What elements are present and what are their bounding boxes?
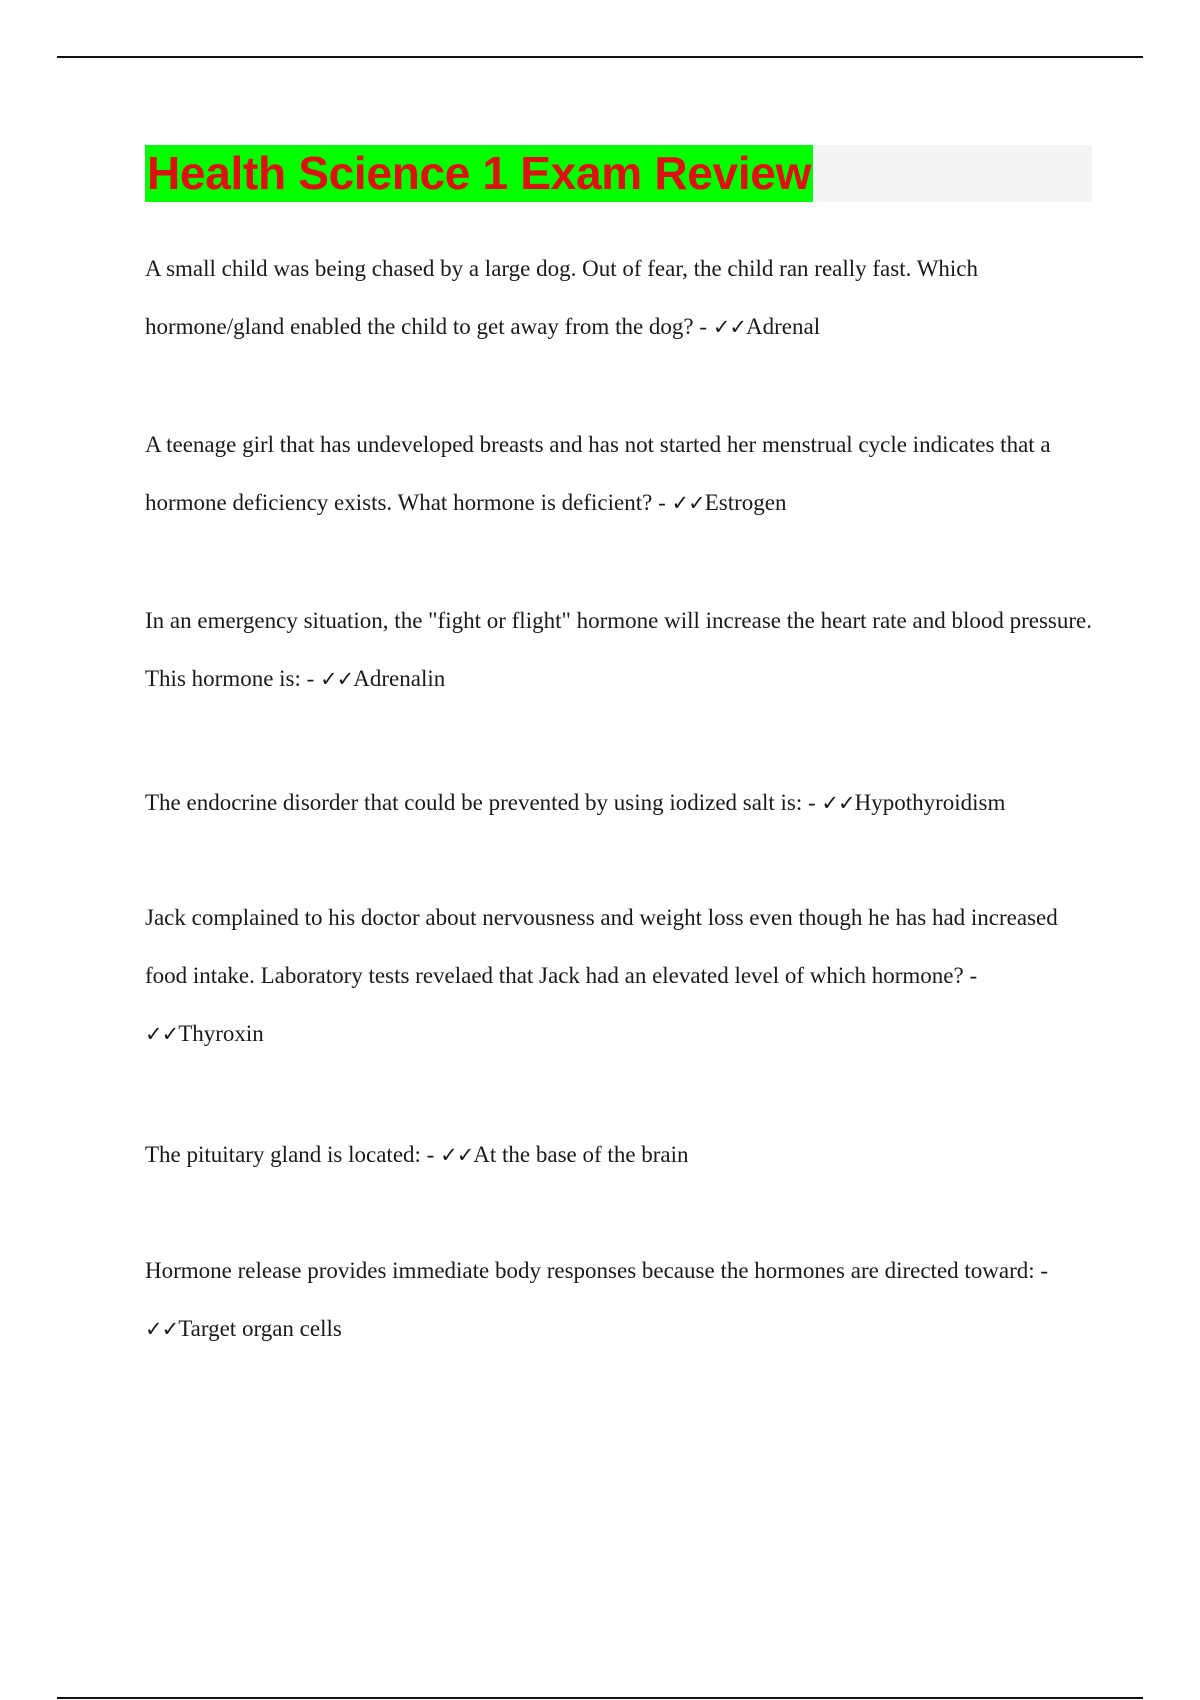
answer-text: Adrenal [746, 314, 821, 339]
separator: - [963, 963, 978, 988]
qa-item-2 [145, 416, 1095, 532]
qa-item-1 [145, 240, 1095, 356]
question-text: The pituitary gland is located: [145, 1142, 421, 1167]
qa-item-4 [145, 774, 1095, 832]
answer-text: Target organ cells [178, 1316, 342, 1341]
check-mark-icon: ✓✓ [821, 791, 855, 815]
check-mark-icon: ✓✓ [320, 667, 354, 691]
answer-text: Estrogen [704, 490, 787, 515]
qa-item-7 [145, 1242, 1095, 1358]
qa-item-6 [145, 1126, 1095, 1184]
question-text: In an emergency situation, the "fight or flight" hormone will increase the heart rate and blood pressure. This hormone is: [145, 608, 1092, 691]
check-mark-icon: ✓✓ [440, 1143, 474, 1167]
answer-text: Adrenalin [353, 666, 446, 691]
question-text: A small child was being chased by a large dog. Out of fear, the child ran really fast. Which hormone/gland enabled the child to get away from the dog? [145, 256, 978, 339]
question-text: Hormone release provides immediate body responses because the hormones are directed toward: [145, 1258, 1035, 1283]
answer-text: Thyroxin [178, 1021, 264, 1046]
separator: - [652, 490, 672, 515]
separator: - [1034, 1258, 1049, 1283]
qa-item-3 [145, 592, 1095, 708]
question-text: Jack complained to his doctor about nervousness and weight loss even though he has had increased food intake. Laboratory tests revelaed that Jack had an elevated level of which hormone? [145, 905, 1058, 988]
answer-text: Hypothyroidism [854, 790, 1006, 815]
answer-text: At the base of the brain [473, 1142, 689, 1167]
bottom-rule [57, 1697, 1143, 1699]
document-title: Health Science 1 Exam Review [147, 147, 812, 199]
question-text: A teenage girl that has undeveloped breasts and has not started her menstrual cycle indicates that a hormone deficiency exists. What hormone is deficient? [145, 432, 1051, 515]
separator: - [420, 1142, 441, 1167]
top-rule [57, 56, 1143, 58]
check-mark-icon: ✓✓ [671, 491, 705, 515]
check-mark-icon: ✓✓ [712, 315, 747, 339]
question-text: The endocrine disorder that could be prevented by using iodized salt is: [145, 790, 803, 815]
qa-item-5 [145, 889, 1095, 1063]
separator: - [300, 666, 321, 691]
check-mark-icon: ✓✓ [145, 1022, 179, 1046]
title-highlight [145, 145, 813, 202]
separator: - [693, 314, 713, 339]
separator: - [802, 790, 822, 815]
check-mark-icon: ✓✓ [145, 1317, 179, 1341]
